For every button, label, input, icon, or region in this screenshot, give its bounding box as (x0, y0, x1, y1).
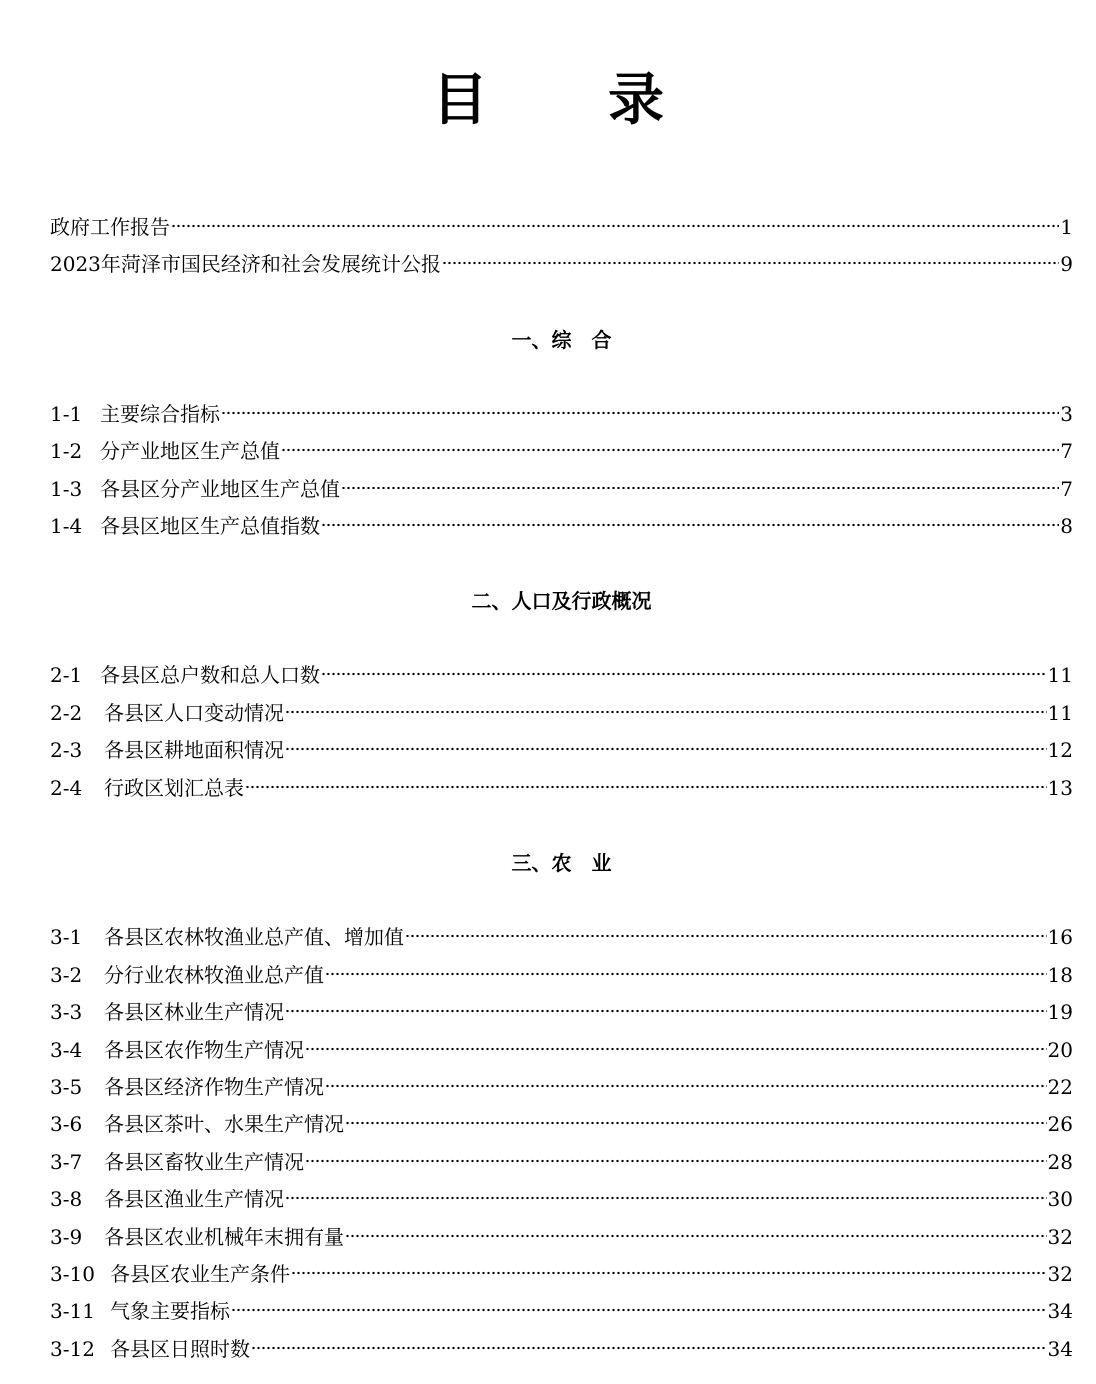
toc-entry-code: 2-2 (50, 701, 83, 725)
toc-entry-label: 各县区日照时数 (110, 1337, 250, 1361)
toc-entry-page: 34 (1047, 1299, 1073, 1323)
toc-entry-page: 32 (1047, 1225, 1073, 1249)
leader-dots (251, 1346, 1047, 1350)
leader-dots (325, 972, 1047, 976)
toc-entry-label: 各县区地区生产总值指数 (100, 514, 320, 538)
section-heading-2: 二、人口及行政概况 (471, 589, 652, 613)
toc-entry[interactable] (50, 960, 1073, 990)
toc-entry-code: 1-4 (50, 514, 83, 538)
toc-entry-code: 2-3 (50, 738, 83, 762)
toc-entry-label: 各县区农林牧渔业总产值、增加值 (104, 925, 404, 949)
toc-entry-label: 政府工作报告 (50, 215, 170, 239)
toc-entry-code: 3-3 (50, 1000, 83, 1024)
toc-entry-page: 30 (1047, 1187, 1073, 1211)
section-heading-3: 三、农 业 (511, 851, 612, 875)
toc-entry-page: 34 (1047, 1337, 1073, 1361)
toc-entry[interactable] (50, 1184, 1073, 1214)
toc-entry-code: 3-12 (50, 1337, 95, 1361)
toc-entry-label: 各县区农业机械年末拥有量 (104, 1225, 344, 1249)
toc-entry-page: 32 (1047, 1262, 1073, 1286)
toc-entry-label: 主要综合指标 (100, 402, 220, 426)
leader-dots (345, 1234, 1047, 1238)
leader-dots (291, 1271, 1047, 1275)
toc-entry-label: 各县区耕地面积情况 (104, 738, 284, 762)
leader-dots (305, 1159, 1047, 1163)
toc-entry-page: 1 (1060, 215, 1073, 239)
toc-entry-code: 3-8 (50, 1187, 83, 1211)
toc-entry-code: 2-1 (50, 663, 83, 687)
toc-entry[interactable] (50, 511, 1073, 541)
toc-entry[interactable] (50, 660, 1073, 690)
toc-entry-label: 分行业农林牧渔业总产值 (104, 963, 324, 987)
toc-entry-page: 16 (1047, 925, 1073, 949)
toc-entry[interactable] (50, 1147, 1073, 1177)
toc-entry-label: 各县区总户数和总人口数 (100, 663, 320, 687)
toc-entry-code: 3-2 (50, 963, 83, 987)
toc-entry-code: 3-6 (50, 1112, 83, 1136)
toc-entry-label: 各县区人口变动情况 (104, 701, 284, 725)
toc-entry-page: 11 (1047, 663, 1073, 687)
toc-entry-label: 各县区渔业生产情况 (104, 1187, 284, 1211)
toc-entry-code: 3-1 (50, 925, 83, 949)
toc-entry-page: 20 (1047, 1038, 1073, 1062)
toc-entry-label: 气象主要指标 (110, 1299, 230, 1323)
toc-entry[interactable] (50, 735, 1073, 765)
leader-dots (245, 785, 1047, 789)
leader-dots (321, 672, 1047, 676)
toc-entry[interactable] (50, 773, 1073, 803)
toc-entry[interactable] (50, 474, 1073, 504)
toc-entry-statistical-bulletin[interactable] (50, 249, 1073, 279)
toc-entry-label: 各县区分产业地区生产总值 (100, 477, 340, 501)
toc-entry-code: 2-4 (50, 776, 83, 800)
toc-entry-page: 7 (1060, 477, 1073, 501)
toc-entry-code: 3-7 (50, 1150, 83, 1174)
toc-entry-label: 各县区经济作物生产情况 (104, 1075, 324, 1099)
toc-entry-code: 3-4 (50, 1038, 83, 1062)
section-heading-1: 一、综 合 (511, 328, 612, 352)
toc-entry-label: 分产业地区生产总值 (100, 439, 280, 463)
toc-entry-page: 8 (1060, 514, 1073, 538)
toc-entry[interactable] (50, 1296, 1073, 1326)
leader-dots (285, 1009, 1047, 1013)
toc-entry[interactable] (50, 997, 1073, 1027)
toc-entry-label: 各县区林业生产情况 (104, 1000, 284, 1024)
leader-dots (321, 523, 1059, 527)
toc-entry-page: 9 (1060, 252, 1073, 276)
toc-entry[interactable] (50, 1035, 1073, 1065)
toc-entry-page: 11 (1047, 701, 1073, 725)
toc-entry-page: 22 (1047, 1075, 1073, 1099)
leader-dots (285, 710, 1047, 714)
toc-entry-label: 各县区农业生产条件 (110, 1262, 290, 1286)
toc-entry[interactable] (50, 698, 1073, 728)
toc-entry[interactable] (50, 436, 1073, 466)
leader-dots (231, 1308, 1047, 1312)
leader-dots (345, 1121, 1047, 1125)
leader-dots (285, 1196, 1047, 1200)
page-title: 目 录 (432, 68, 696, 133)
toc-entry-page: 18 (1047, 963, 1073, 987)
toc-entry-label: 各县区茶叶、水果生产情况 (104, 1112, 344, 1136)
toc-entry-page: 26 (1047, 1112, 1073, 1136)
toc-entry-page: 7 (1060, 439, 1073, 463)
toc-entry[interactable] (50, 1259, 1073, 1289)
toc-entry-page: 28 (1047, 1150, 1073, 1174)
toc-entry-code: 3-5 (50, 1075, 83, 1099)
leader-dots (405, 934, 1047, 938)
toc-entry[interactable] (50, 1334, 1073, 1364)
leader-dots (325, 1084, 1047, 1088)
toc-entry-label: 各县区农作物生产情况 (104, 1038, 304, 1062)
leader-dots (442, 261, 1059, 265)
toc-entry-page: 19 (1047, 1000, 1073, 1024)
leader-dots (285, 747, 1047, 751)
toc-entry-government-report[interactable] (50, 212, 1073, 242)
toc-entry-label: 各县区畜牧业生产情况 (104, 1150, 304, 1174)
toc-entry[interactable] (50, 922, 1073, 952)
toc-entry-page: 13 (1047, 776, 1073, 800)
toc-entry[interactable] (50, 1109, 1073, 1139)
toc-entry[interactable] (50, 1222, 1073, 1252)
toc-entry-code: 1-3 (50, 477, 83, 501)
leader-dots (221, 411, 1059, 415)
toc-entry-page: 12 (1047, 738, 1073, 762)
toc-entry-code: 3-9 (50, 1225, 83, 1249)
toc-entry[interactable] (50, 399, 1073, 429)
toc-entry-label: 行政区划汇总表 (104, 776, 244, 800)
leader-dots (341, 486, 1059, 490)
toc-entry-page: 3 (1060, 402, 1073, 426)
leader-dots (281, 448, 1059, 452)
toc-entry-code: 1-1 (50, 402, 83, 426)
leader-dots (171, 224, 1059, 228)
toc-entry-code: 3-10 (50, 1262, 95, 1286)
toc-entry[interactable] (50, 1072, 1073, 1102)
leader-dots (305, 1047, 1047, 1051)
toc-entry-code: 3-11 (50, 1299, 95, 1323)
toc-entry-code: 1-2 (50, 439, 83, 463)
toc-entry-label: 2023年菏泽市国民经济和社会发展统计公报 (50, 252, 441, 276)
